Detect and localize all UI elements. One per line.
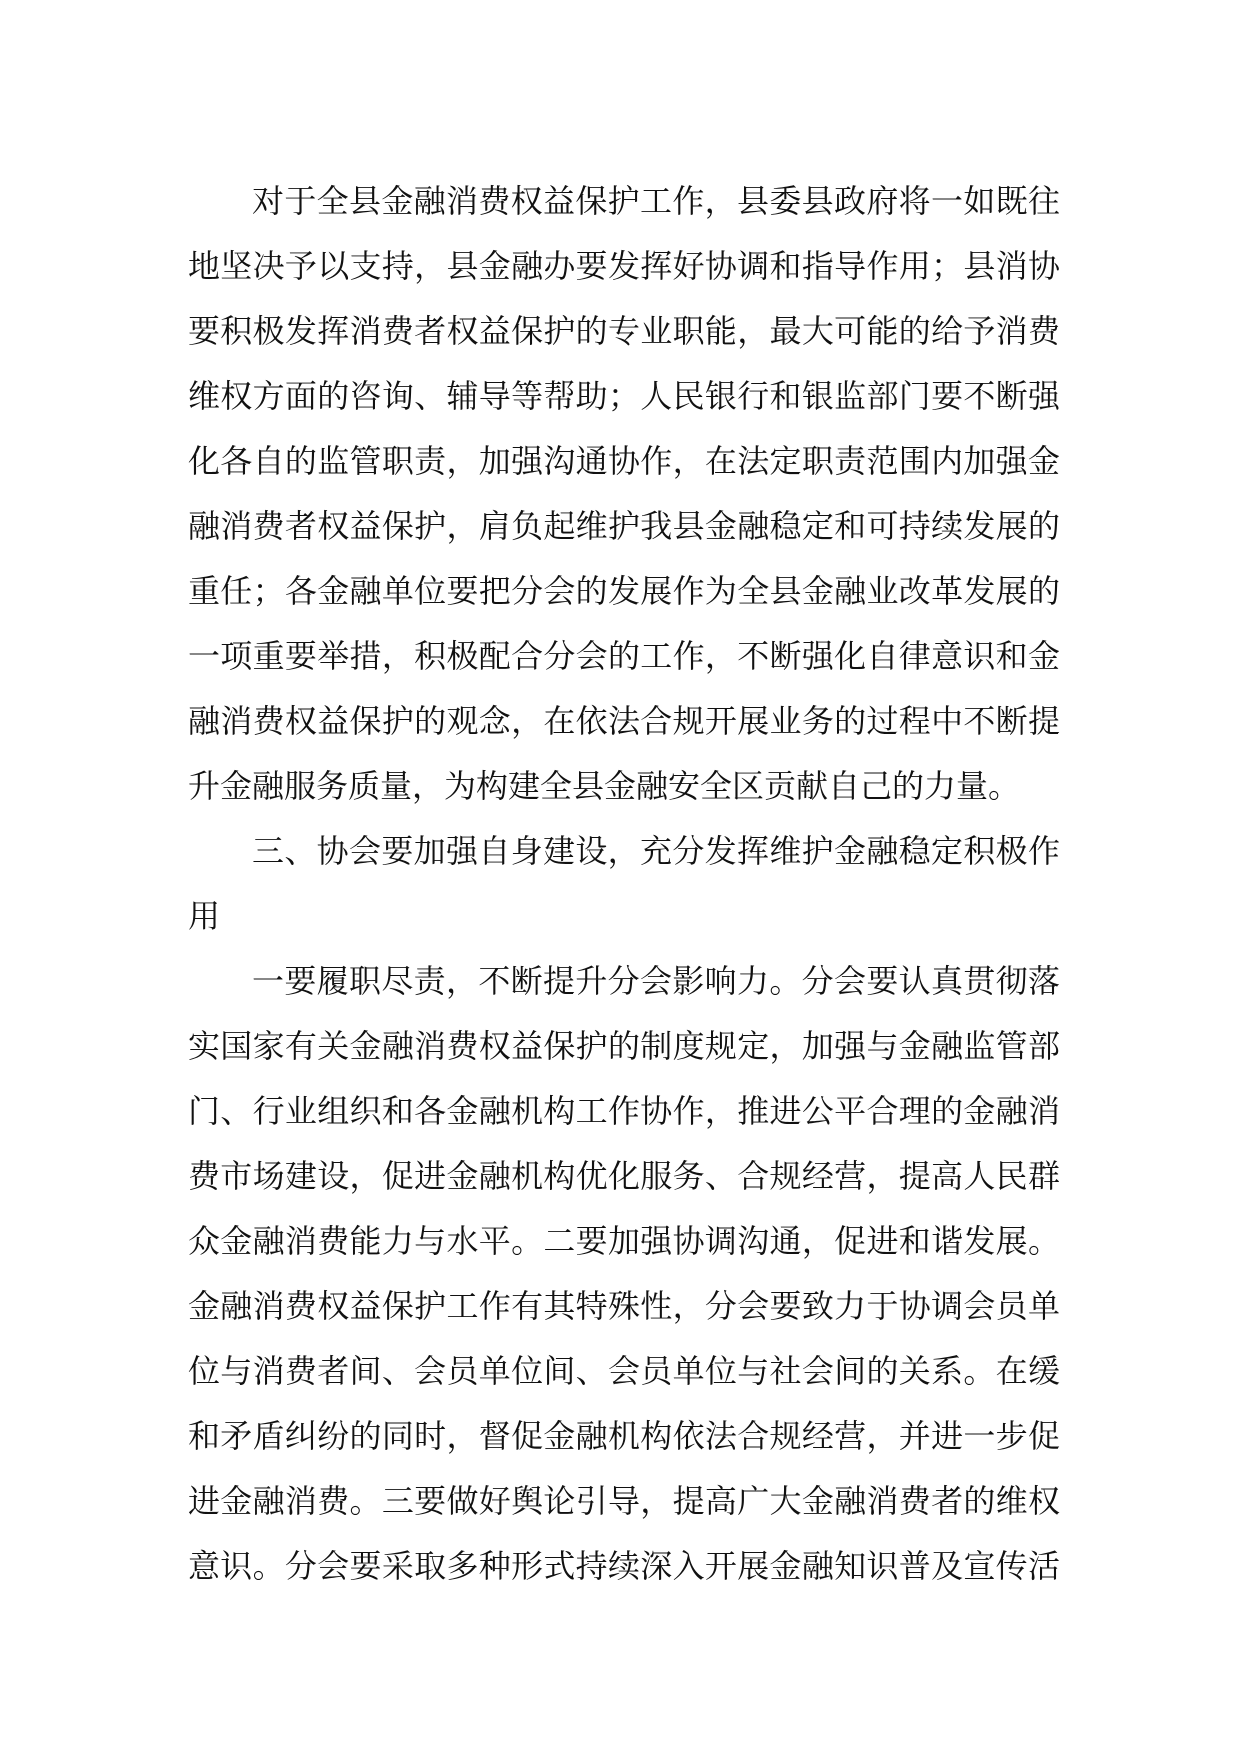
paragraph-line: 要积极发挥消费者权益保护的专业职能，最大可能的给予消费: [188, 312, 1060, 350]
paragraph-line: 对于全县金融消费权益保护工作，县委县政府将一如既往: [252, 182, 1060, 220]
paragraph-line: 一要履职尽责，不断提升分会影响力。分会要认真贯彻落: [252, 962, 1060, 1000]
paragraph-line: 一项重要举措，积极配合分会的工作，不断强化自律意识和金: [188, 637, 1060, 675]
paragraph-line: 化各自的监管职责，加强沟通协作，在法定职责范围内加强金: [188, 442, 1060, 480]
body-text: [188, 169, 1060, 1599]
paragraph-line: 地坚决予以支持，县金融办要发挥好协调和指导作用；县消协: [188, 247, 1060, 285]
paragraph-line: 众金融消费能力与水平。二要加强协调沟通，促进和谐发展。: [188, 1222, 1060, 1260]
paragraph-line: 维权方面的咨询、辅导等帮助；人民银行和银监部门要不断强: [188, 377, 1060, 415]
paragraph-line: 重任；各金融单位要把分会的发展作为全县金融业改革发展的: [188, 572, 1060, 610]
paragraph-line: 费市场建设，促进金融机构优化服务、合规经营，提高人民群: [188, 1157, 1060, 1195]
paragraph-line: 金融消费权益保护工作有其特殊性，分会要致力于协调会员单: [188, 1287, 1060, 1325]
paragraph-line: 和矛盾纠纷的同时，督促金融机构依法合规经营，并进一步促: [188, 1417, 1060, 1455]
section-heading-line: 三、协会要加强自身建设，充分发挥维护金融稳定积极作: [252, 832, 1060, 870]
paragraph-line: 实国家有关金融消费权益保护的制度规定，加强与金融监管部: [188, 1027, 1060, 1065]
section-heading-line: 用: [188, 897, 221, 935]
paragraph-line: 升金融服务质量，为构建全县金融安全区贡献自己的力量。: [188, 767, 1021, 805]
paragraph-line: 意识。分会要采取多种形式持续深入开展金融知识普及宣传活: [188, 1547, 1060, 1585]
paragraph-line: 位与消费者间、会员单位间、会员单位与社会间的关系。在缓: [188, 1352, 1060, 1390]
paragraph-line: 进金融消费。三要做好舆论引导，提高广大金融消费者的维权: [188, 1482, 1060, 1520]
paragraph-line: 门、行业组织和各金融机构工作协作，推进公平合理的金融消: [188, 1092, 1060, 1130]
paragraph-line: 融消费者权益保护，肩负起维护我县金融稳定和可持续发展的: [188, 507, 1060, 545]
paragraph-line: 融消费权益保护的观念，在依法合规开展业务的过程中不断提: [188, 702, 1060, 740]
